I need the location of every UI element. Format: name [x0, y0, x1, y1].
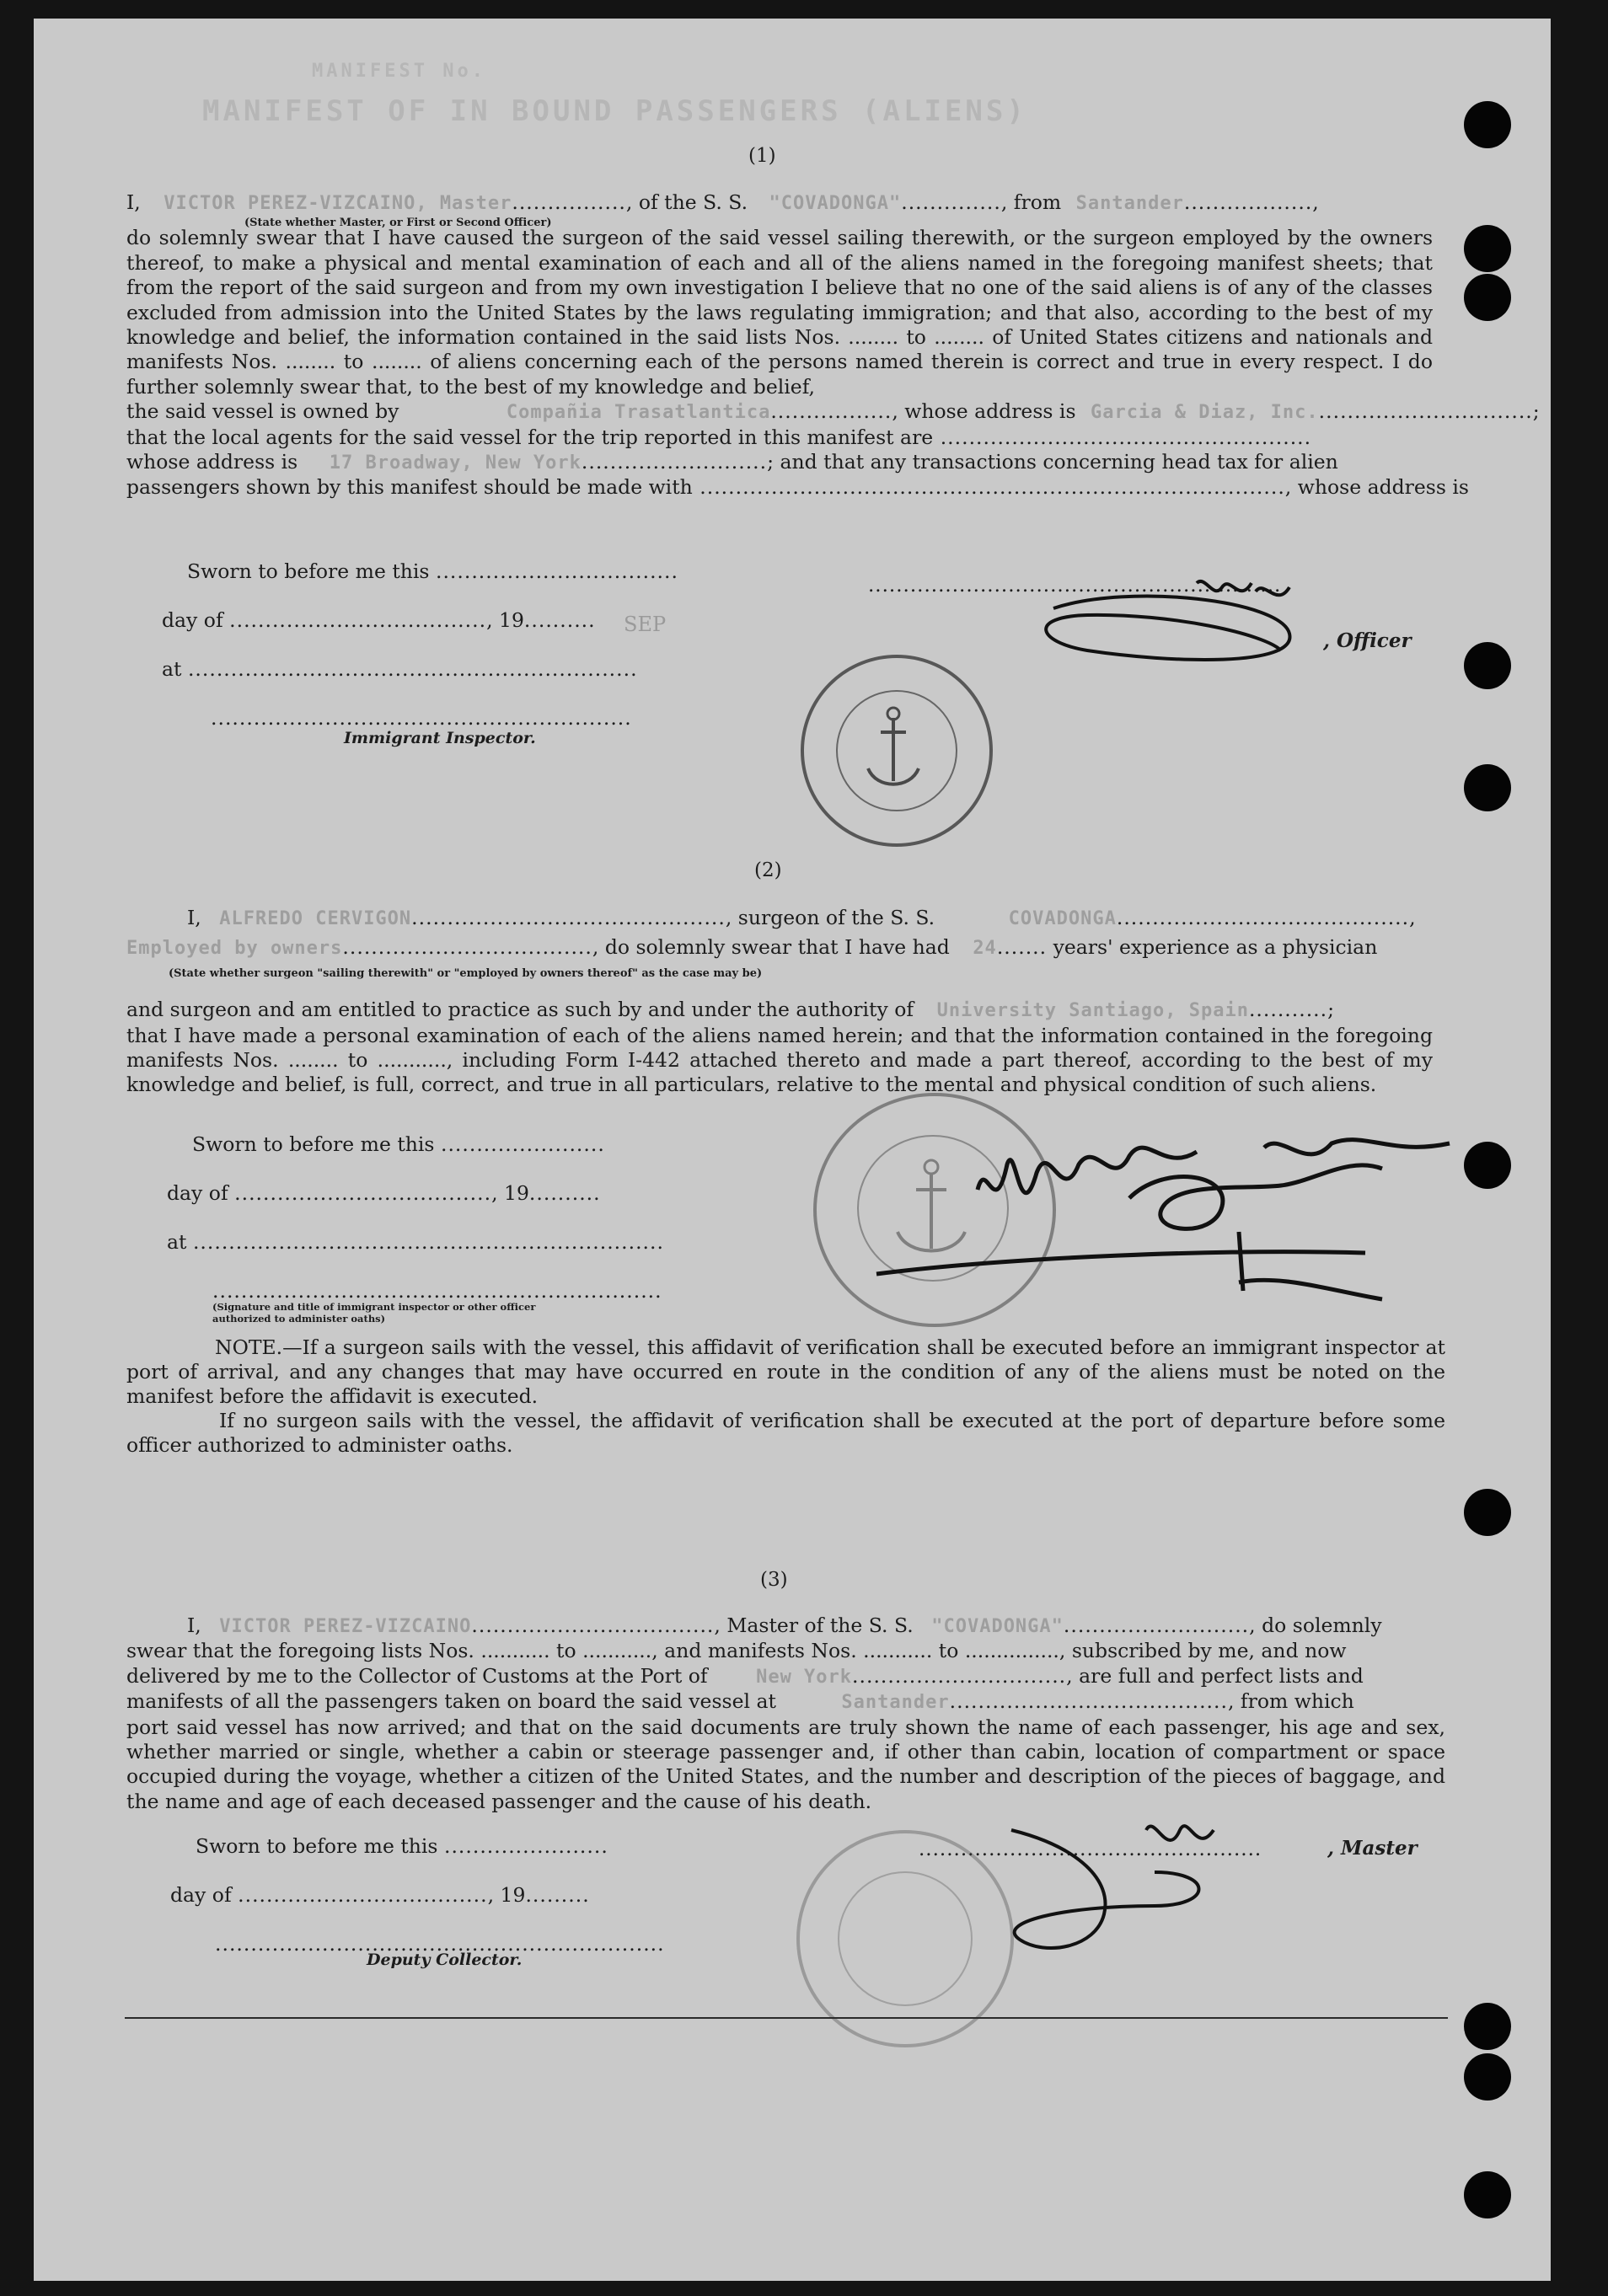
section-1-affidavit — [126, 190, 1541, 500]
punch-hole — [1464, 2053, 1511, 2101]
lists-line: swear that the foregoing lists Nos. ........... to ..........., and manifests Nos. ........... to ..............., subscribed by me, and now — [126, 1639, 1347, 1663]
officer-caption: , Officer — [1323, 629, 1412, 652]
departure-port-field: Santander — [1075, 193, 1184, 214]
owner-line: the said vessel is owned by Compañia Trasatlantica................., whose address is Garcia & Diaz, Inc...............................; — [126, 399, 1541, 424]
manifest-page — [34, 19, 1551, 2281]
surgeon-ship-field: COVADONGA — [1008, 908, 1117, 929]
ship-name-field: "COVADONGA" — [769, 193, 902, 214]
head-tax-line: passengers shown by this manifest should be made with .................................................................................., whose address is — [126, 475, 1469, 500]
master-signature-line: ................................................. — [919, 1838, 1262, 1860]
arrival-port-field: New York — [756, 1666, 853, 1688]
section-number: (3) — [760, 1569, 788, 1591]
deputy-collector-caption: Deputy Collector. — [367, 1951, 523, 1969]
punch-hole — [1464, 101, 1511, 148]
punch-hole — [1464, 642, 1511, 689]
section-1-body: do solemnly swear that I have caused the surgeon of the said vessel sailing therewith, or the surgeon employed by the owners thereof, to make a physical and mental examination of each and all of the aliens named in the foregoing manifest sheets; that from the report of the said surgeon and from my own investigation I believe that no one of the said aliens is of any of the classes excluded from admission into the United States by the laws regulating immigration; and that also, according to the best of my knowledge and belief, the information contained in the said lists Nos. ........ to ........ of United States citizens and nationals and manifests Nos. ........ to ........ of aliens concerning each of the persons named therein is correct and true in every respect. I do further solemnly swear that, to the best of my knowledge and belief, — [126, 226, 1433, 399]
punch-hole — [1464, 764, 1511, 811]
master-signature — [944, 1780, 1281, 1982]
port-line: delivered by me to the Collector of Customs at the Port of New York.............................., are full and perfect lists and — [126, 1663, 1364, 1688]
section-number: (1) — [748, 145, 776, 167]
punch-hole — [1464, 274, 1511, 321]
punch-hole — [1464, 2171, 1511, 2218]
surgeon-signature — [843, 1105, 1483, 1325]
owner-address-field: Garcia & Diaz, Inc. — [1091, 402, 1319, 424]
embark-port-field: Santander — [841, 1692, 950, 1714]
years-field: 24 — [973, 938, 997, 960]
anchor-icon — [801, 655, 986, 840]
surgeon-name-field: ALFREDO CERVIGON — [219, 908, 412, 929]
surgeon-line: I, ALFREDO CERVIGON............................................, surgeon of the S. S. COVADONGA........................................., — [187, 906, 1417, 929]
bleed-through-header: MANIFEST OF IN BOUND PASSENGERS (ALIENS) — [202, 94, 1027, 128]
officer-signature-line: ........................................................... — [868, 575, 1282, 597]
authority-field: University Santiago, Spain — [936, 1000, 1249, 1022]
ship-name-field-3: "COVADONGA" — [931, 1616, 1064, 1637]
master-caption: (State whether Master, or First or Second Officer) — [244, 217, 552, 229]
section-3-oath: Sworn to before me this ....................... day of ..................................., 19......... ............................................................... — [170, 1834, 665, 1956]
section-1-oath: Sworn to before me this .................................. day of ...................................., 19.......... at ............................................................... ........................................................... — [162, 559, 678, 730]
master-caption: , Master — [1327, 1837, 1418, 1860]
master-line: I, VICTOR PEREZ-VIZCAINO, Master................, of the S. S. "COVADONGA".............., from Santander.................., — [126, 190, 1320, 214]
surgeon-employed-line: Employed by owners..................................., do solemnly swear that I have had 24....... years' experience as a physician — [126, 935, 1378, 960]
punch-hole — [1464, 1489, 1511, 1536]
punch-hole — [1464, 2003, 1511, 2050]
embark-port-line: manifests of all the passengers taken on board the said vessel at Santander......................................., from which — [126, 1689, 1354, 1714]
signature-title-caption: (Signature and title of immigrant inspector or other officer authorized to administer oaths) — [212, 1301, 536, 1325]
master-line-3: I, VICTOR PEREZ-VIZCAINO.................................., Master of the S. S. "COVADONGA".........................., do solemnly — [187, 1614, 1382, 1637]
owner-field: Compañia Trasatlantica — [506, 402, 771, 424]
surgeon-caption: (State whether surgeon "sailing therewith" or "employed by owners thereof" as the case may be) — [169, 966, 763, 980]
immigrant-inspector-caption: Immigrant Inspector. — [344, 729, 536, 747]
section-2-affidavit — [126, 906, 1433, 1098]
section-3-body: port said vessel has now arrived; and that on the said documents are truly shown the name of each passenger, his age and sex, whether married or single, whether a cabin or steerage passenger and, if other than cabin, location of compartment or space occupied during the voyage, whether a citizen of the United States, and the number and description of the pieces of baggage, and the name and age of each deceased passenger and the cause of his death. — [126, 1715, 1445, 1813]
section-2-oath: Sworn to before me this ....................... day of ...................................., 19.......... at .................................................................. ............................................................... — [167, 1132, 664, 1303]
section-2-body: that I have made a personal examination of each of the aliens named herein; and that the information contained in the foregoing manifests Nos. ........ to ..........., including Form I-442 attached thereto and made a part thereof, according to the best of my knowledge and belief, is full, correct, and true in all particulars, relative to the mental and physical condition of such aliens. — [126, 1023, 1433, 1097]
note-paragraph: NOTE.—If a surgeon sails with the vessel, this affidavit of verification shall be executed before an immigrant inspector at port of arrival, and any changes that may have occurred en route in the condition of any of the aliens must be noted on the manifest before the affidavit is executed. If no surgeon sails with the vessel, the affidavit of verification shall be executed at the port of departure before some officer authorized to administer oaths. — [126, 1335, 1445, 1457]
section-number: (2) — [754, 859, 782, 881]
master-name-field-3: VICTOR PEREZ-VIZCAINO — [219, 1616, 472, 1637]
bleed-through-manifest-no: MANIFEST No. — [312, 61, 486, 82]
agent-address-field: 17 Broadway, New York — [329, 452, 582, 474]
agent-address-line: whose address is 17 Broadway, New York..........................; and that any transactions concerning head tax for alien — [126, 450, 1338, 474]
officer-signature — [1003, 549, 1357, 676]
master-name-field: VICTOR PEREZ-VIZCAINO, Master — [163, 193, 512, 214]
bottom-rule — [125, 2017, 1448, 2019]
date-stamp: SEP — [624, 613, 667, 636]
punch-hole — [1464, 225, 1511, 272]
authority-line: and surgeon and am entitled to practice as such by and under the authority of University Santiago, Spain...........; — [126, 998, 1336, 1022]
agents-line: that the local agents for the said vessel for the trip reported in this manifest are .................................................... — [126, 425, 1312, 449]
company-seal-stamp — [801, 655, 993, 847]
employed-by-field: Employed by owners — [126, 938, 343, 960]
